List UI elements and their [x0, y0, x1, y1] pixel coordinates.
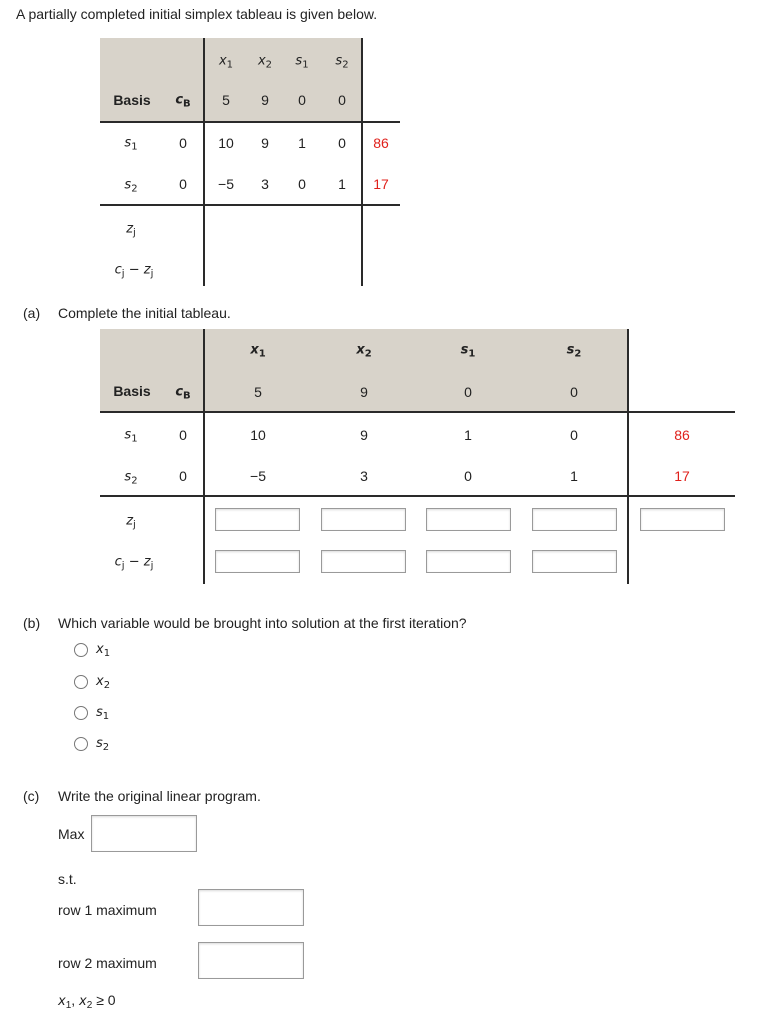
cj-zj-input-x2[interactable] — [321, 550, 406, 573]
row-cb: 0 — [179, 135, 187, 151]
zj-label: $z_j$ — [126, 221, 136, 239]
row-basis-s2: $s_2$ — [124, 177, 138, 195]
zj-label: $z_j$ — [126, 513, 136, 531]
row1-constraint-input[interactable] — [198, 889, 304, 926]
zj-input-s2[interactable] — [532, 508, 617, 531]
rhs-value: 86 — [674, 427, 690, 443]
row-cb: 0 — [179, 468, 187, 484]
basis-label: Basis — [113, 92, 151, 108]
option-label: $x_1$ — [96, 641, 111, 659]
nonnegativity-constraint: $x_1$, $x_2 \ge 0$ — [58, 992, 116, 1011]
cost-x2: 9 — [360, 384, 368, 400]
col-header-x1: $x_1$ — [250, 342, 266, 360]
option-label: $x_2$ — [96, 673, 111, 691]
cj-zj-input-s2[interactable] — [532, 550, 617, 573]
part-a-label: (a) — [23, 305, 41, 321]
divider — [100, 411, 735, 413]
cell: 0 — [570, 427, 578, 443]
cost-x2: 9 — [261, 92, 269, 108]
col-header-x2: $x_2$ — [257, 53, 273, 71]
cost-s1: 0 — [464, 384, 472, 400]
rhs-value: 86 — [373, 135, 389, 151]
row-basis-s2: $s_2$ — [124, 469, 138, 487]
basis-label: Basis — [113, 383, 151, 399]
cell: 0 — [464, 468, 472, 484]
cost-x1: 5 — [254, 384, 262, 400]
row-cb: 0 — [179, 427, 187, 443]
cell: 1 — [570, 468, 578, 484]
header-background — [100, 38, 362, 122]
max-label: Max — [58, 826, 85, 842]
cost-s2: 0 — [338, 92, 346, 108]
cell: 9 — [360, 427, 368, 443]
cell: 1 — [338, 176, 346, 192]
part-b-label: (b) — [23, 615, 41, 631]
option-label: $s_1$ — [96, 704, 110, 722]
row-basis-s1: $s_1$ — [124, 427, 138, 445]
option-s1[interactable] — [74, 703, 109, 723]
zj-input-x1[interactable] — [215, 508, 300, 531]
cb-label: $c_B$ — [175, 384, 191, 402]
row2-constraint-input[interactable] — [198, 942, 304, 979]
divider — [100, 121, 400, 123]
cell: 0 — [298, 176, 306, 192]
col-header-x2: $x_2$ — [356, 342, 372, 360]
cell: 10 — [250, 427, 266, 443]
part-b-text: Which variable would be brought into solution at the first iteration? — [58, 615, 467, 631]
col-header-x1: $x_1$ — [218, 53, 234, 71]
rhs-value: 17 — [674, 468, 690, 484]
cell: 3 — [261, 176, 269, 192]
col-header-s2: $s_2$ — [335, 53, 349, 71]
radio-button[interactable] — [74, 737, 88, 751]
divider — [361, 38, 363, 286]
divider — [100, 495, 735, 497]
row1-label: row 1 maximum — [58, 902, 157, 918]
part-a-text: Complete the initial tableau. — [58, 305, 231, 321]
cj-minus-zj-label: $c_j - z_j$ — [114, 262, 154, 280]
radio-button[interactable] — [74, 643, 88, 657]
divider — [100, 204, 400, 206]
intro-text: A partially completed initial simplex tableau is given below. — [16, 6, 378, 22]
cell: 0 — [338, 135, 346, 151]
cb-label: $c_B$ — [175, 92, 191, 110]
col-header-s1: $s_1$ — [460, 342, 476, 360]
divider — [627, 329, 629, 584]
rhs-value: 17 — [373, 176, 389, 192]
cell: −5 — [218, 176, 234, 192]
col-header-s2: $s_2$ — [566, 342, 582, 360]
cost-x1: 5 — [222, 92, 230, 108]
cj-minus-zj-label: $c_j - z_j$ — [114, 554, 154, 572]
cost-s1: 0 — [298, 92, 306, 108]
radio-button[interactable] — [74, 675, 88, 689]
col-header-s1: $s_1$ — [295, 53, 309, 71]
row-cb: 0 — [179, 176, 187, 192]
cell: 9 — [261, 135, 269, 151]
cj-zj-input-x1[interactable] — [215, 550, 300, 573]
option-label: $s_2$ — [96, 735, 110, 753]
cell: 10 — [218, 135, 234, 151]
zj-input-x2[interactable] — [321, 508, 406, 531]
st-label: s.t. — [58, 871, 77, 887]
cost-s2: 0 — [570, 384, 578, 400]
option-x2[interactable] — [74, 672, 110, 692]
cell: 1 — [298, 135, 306, 151]
divider — [203, 329, 205, 584]
zj-input-s1[interactable] — [426, 508, 511, 531]
radio-button[interactable] — [74, 706, 88, 720]
cell: 3 — [360, 468, 368, 484]
row2-label: row 2 maximum — [58, 955, 157, 971]
part-c-text: Write the original linear program. — [58, 788, 261, 804]
cell: −5 — [250, 468, 266, 484]
zj-input-rhs[interactable] — [640, 508, 725, 531]
cj-zj-input-s1[interactable] — [426, 550, 511, 573]
objective-input[interactable] — [91, 815, 197, 852]
option-x1[interactable] — [74, 640, 110, 660]
option-s2[interactable] — [74, 734, 109, 754]
divider — [203, 38, 205, 286]
cell: 1 — [464, 427, 472, 443]
part-c-label: (c) — [23, 788, 40, 804]
row-basis-s1: $s_1$ — [124, 135, 138, 153]
